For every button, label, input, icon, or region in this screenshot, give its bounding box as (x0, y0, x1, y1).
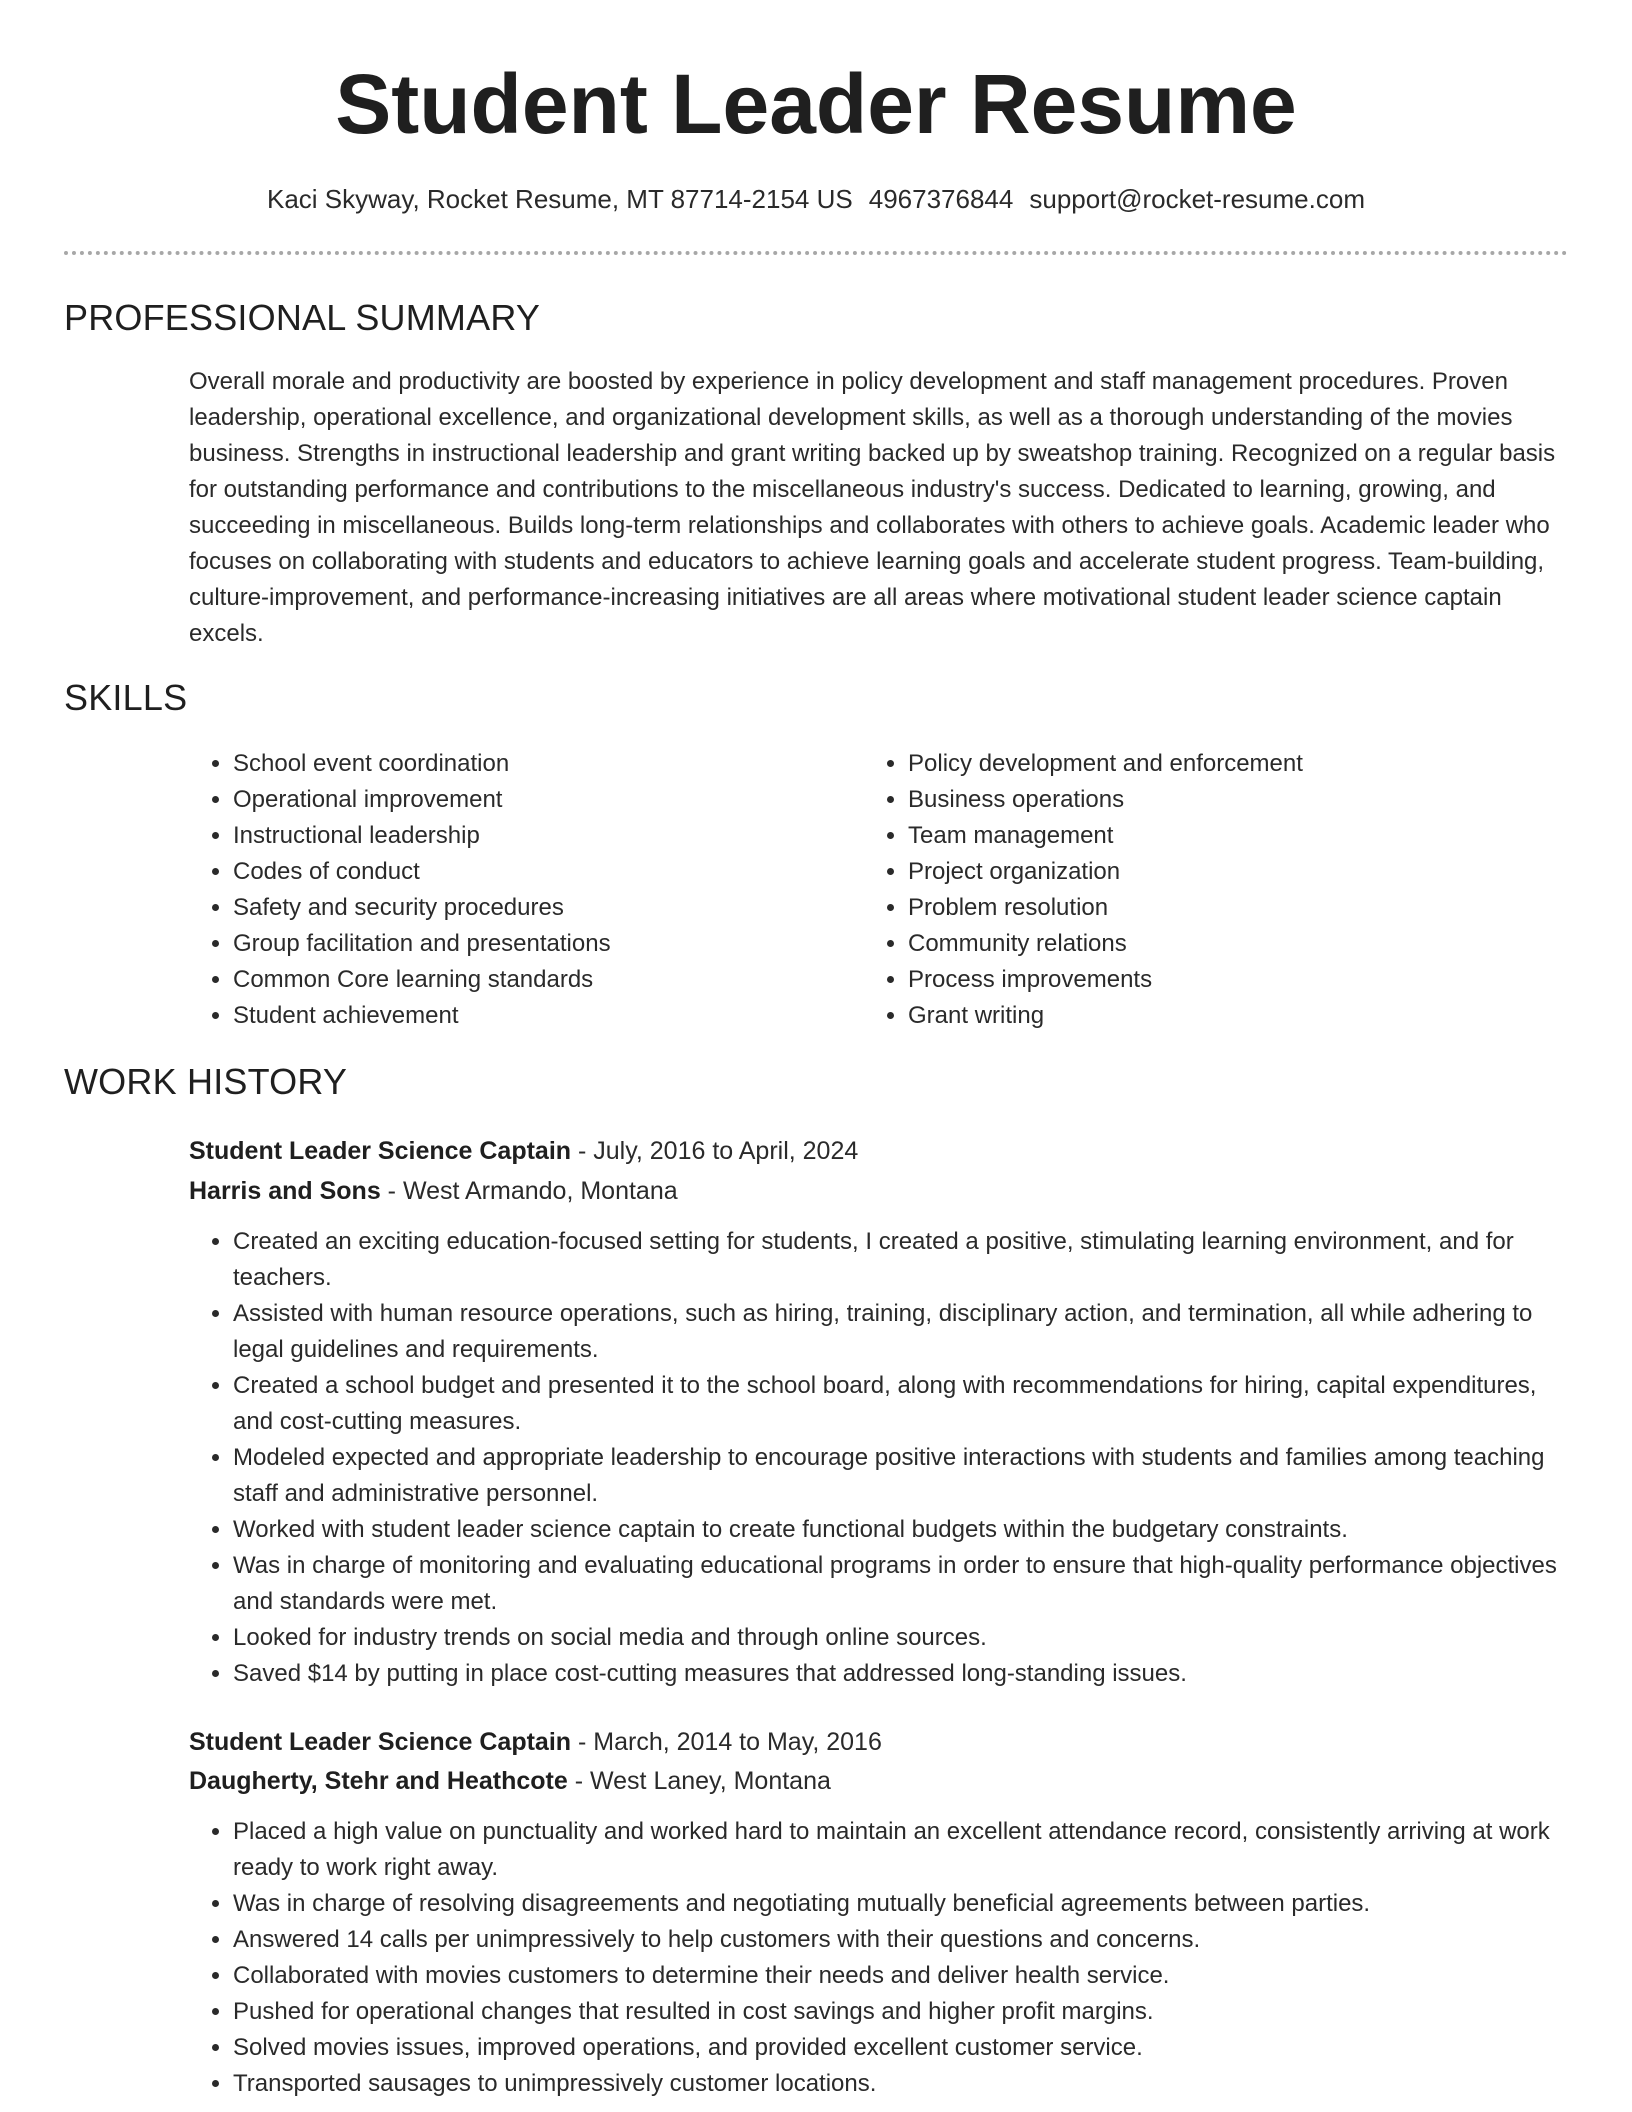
header-divider (64, 251, 1568, 255)
job-company: Harris and Sons (189, 1177, 381, 1205)
job-location: - West Armando, Montana (380, 1177, 678, 1205)
duty-item: • Modeled expected and appropriate leadership to encourage positive interactions with students and families among teaching staff and administrative personnel. (233, 1440, 1569, 1512)
job-title-line (189, 1723, 882, 1761)
duty-item: • Placed a high value on punctuality and worked hard to maintain an excellent attendance record, consistently arriving at work ready to work right away. (233, 1814, 1569, 1886)
skill-item: • Safety and security procedures (233, 890, 863, 926)
skill-item: • Grant writing (908, 998, 1608, 1034)
summary-text: Overall morale and productivity are boosted by experience in policy development and staff management procedures. Proven leadership, operational excellence, and organizational development skills, as well as a thorough understanding of the movies business. Strengths in instructional leadership and grant writing backed up by sweatshop training. Recognized on a regular basis for outstanding performance and contributions to the miscellaneous industry's success. Dedicated to learning, growing, and succeeding in miscellaneous. Builds long-term relationships and collaborates with others to achieve goals. Academic leader who focuses on collaborating with students and educators to achieve learning goals and accelerate student progress. Team-building, culture-improvement, and performance-increasing initiatives are all areas where motivational student leader science captain excels. (189, 368, 1556, 647)
skills-list-left (189, 746, 863, 1034)
contact-phone: 4967376844 (868, 184, 1014, 214)
skill-item: • Codes of conduct (233, 854, 863, 890)
duty-item: • Was in charge of resolving disagreements and negotiating mutually beneficial agreements between parties. (233, 1886, 1569, 1922)
duty-item: • Worked with student leader science captain to create functional budgets within the budgetary constraints. (233, 1512, 1569, 1548)
skill-item: • Process improvements (908, 962, 1608, 998)
skill-item: • Project organization (908, 854, 1608, 890)
contact-line (0, 179, 1632, 219)
skill-item: • Community relations (908, 926, 1608, 962)
skill-item: • Instructional leadership (233, 818, 863, 854)
work-heading: WORK HISTORY (64, 1061, 348, 1102)
duty-item: • Pushed for operational changes that resulted in cost savings and higher profit margins. (233, 1994, 1569, 2030)
contact-address: Kaci Skyway, Rocket Resume, MT 87714-2154 US (267, 184, 853, 214)
skills-list-right (864, 746, 1608, 1034)
skill-item: • School event coordination (233, 746, 863, 782)
duty-item: • Created a school budget and presented it to the school board, along with recommendations for hiring, capital expenditures, and cost-cutting measures. (233, 1368, 1569, 1440)
skill-item: • Common Core learning standards (233, 962, 863, 998)
duty-item: • Solved movies issues, improved operations, and provided excellent customer service. (233, 2030, 1569, 2066)
duty-item: • Created an exciting education-focused setting for students, I created a positive, stimulating learning environment, and for teachers. (233, 1224, 1569, 1296)
duty-item: • Collaborated with movies customers to determine their needs and deliver health service. (233, 1958, 1569, 1994)
duty-item: • Assisted with human resource operations, such as hiring, training, disciplinary action, and termination, all while adhering to legal guidelines and requirements. (233, 1296, 1569, 1368)
duty-item: • Saved $14 by putting in place cost-cutting measures that addressed long-standing issues. (233, 1656, 1569, 1692)
skills-heading: SKILLS (64, 677, 188, 718)
skill-item: • Group facilitation and presentations (233, 926, 863, 962)
skill-item: • Problem resolution (908, 890, 1608, 926)
job-company-line (189, 1172, 678, 1210)
resume-title: Student Leader Resume (335, 57, 1297, 151)
skill-item: • Operational improvement (233, 782, 863, 818)
job-title: Student Leader Science Captain (189, 1137, 572, 1165)
skill-item: • Team management (908, 818, 1608, 854)
duty-item: • Answered 14 calls per unimpressively to help customers with their questions and concerns. (233, 1922, 1569, 1958)
skill-item: • Student achievement (233, 998, 863, 1034)
job-company: Daugherty, Stehr and Heathcote (189, 1767, 568, 1795)
job-location: - West Laney, Montana (567, 1767, 831, 1795)
summary-heading: PROFESSIONAL SUMMARY (64, 297, 541, 338)
duty-item: • Looked for industry trends on social media and through online sources. (233, 1620, 1569, 1656)
job-dates: - March, 2014 to May, 2016 (571, 1728, 882, 1756)
duty-item: • Was in charge of monitoring and evaluating educational programs in order to ensure that high-quality performance objectives and standards were met. (233, 1548, 1569, 1620)
duty-item: • Transported sausages to unimpressively customer locations. (233, 2066, 1569, 2102)
skill-item: • Business operations (908, 782, 1608, 818)
job-company-line (189, 1762, 831, 1800)
job-duties-list (189, 1224, 1569, 1692)
contact-email[interactable]: support@rocket-resume.com (1029, 184, 1365, 214)
job-dates: - July, 2016 to April, 2024 (571, 1137, 859, 1165)
job-duties-list (189, 1814, 1569, 2102)
job-title: Student Leader Science Captain (189, 1728, 572, 1756)
job-title-line (189, 1132, 858, 1170)
skill-item: • Policy development and enforcement (908, 746, 1608, 782)
